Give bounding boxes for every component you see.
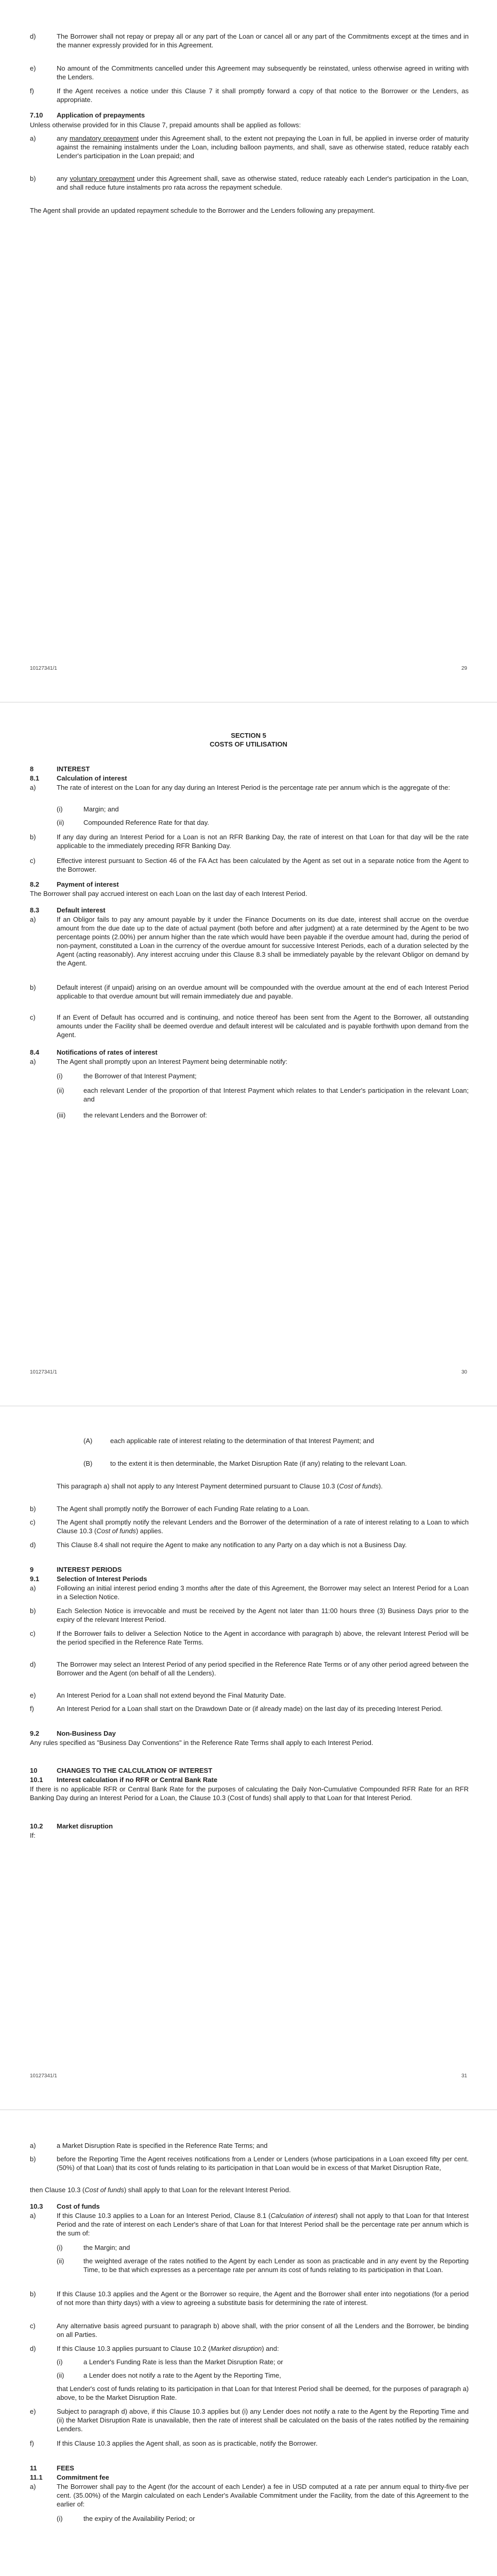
item-label: (A)	[83, 1437, 93, 1445]
clause-text: The rate of interest on the Loan for any day during an Interest Period is the percentage rate per annum which is the aggregate of the:	[57, 784, 450, 791]
clause-text: that Lender's cost of funds relating to its participation in that Loan for that Interest Period shall be deemed, for the purposes of paragraph a) above, to be the Market Disruption Rate.	[57, 2385, 469, 2401]
heading-number: 11	[30, 2464, 37, 2472]
item-label: (i)	[57, 2515, 63, 2522]
clause-text: The Borrower shall pay to the Agent (for the account of each Lender) a fee in USD computed at a rate per annum equal to thirty-five per cent. (35.00%) of the Margin calculated on each Lender's Available Commitment under the Facility, from the date of this Agreement to the earlier of:	[57, 2483, 469, 2508]
clause-text: The Agent shall promptly upon an Interest Payment being determinable notify:	[57, 1058, 288, 1065]
clause-label: b)	[30, 1505, 36, 1513]
clause-label: e)	[30, 64, 36, 72]
clause-label: e)	[30, 2408, 36, 2415]
heading-number: 10.1	[30, 1776, 43, 1784]
clause-label: a)	[30, 2142, 36, 2149]
clause-text: any voluntary prepayment under this Agreement shall, save as otherwise stated, reduce rateably each Lender's participation in the Loan, and shall reduce future instalments pro rata across the repayment schedule.	[57, 175, 469, 191]
clause-label: b)	[30, 833, 36, 841]
page-number: 31	[461, 2073, 467, 2079]
clause-label: b)	[30, 175, 36, 182]
clause-text: Default interest (if unpaid) arising on an overdue amount will be compounded with the overdue amount at the end of each Interest Period applicable to that overdue amount but will remain immediately due and payable.	[57, 984, 469, 1000]
heading-title: Commitment fee	[57, 2473, 109, 2481]
doc-id: 10127341/1	[30, 2073, 57, 2079]
clause-label: b)	[30, 2290, 36, 2298]
item-text: a Lender does not notify a rate to the Agent by the Reporting Time,	[83, 2371, 281, 2379]
doc-id: 10127341/1	[30, 666, 57, 671]
heading-title: Notifications of rates of interest	[57, 1048, 158, 1056]
section-number: SECTION 5	[231, 732, 266, 739]
clause-label: c)	[30, 857, 36, 865]
item-text: the weighted average of the rates notified to the Agent by each Lender as soon as practicable and in any event by the Reporting Time, to be that which expresses as a percentage rate per annum its cost of funds relating to its participation in that Loan.	[83, 2257, 469, 2274]
page-number: 29	[461, 666, 467, 671]
item-label: (ii)	[57, 1087, 64, 1094]
item-text: the Borrower of that Interest Payment;	[83, 1072, 197, 1080]
body-text: If:	[30, 1832, 36, 1839]
heading-title: Default interest	[57, 906, 106, 914]
item-label: (i)	[57, 2244, 63, 2251]
heading-title: Cost of funds	[57, 2202, 100, 2210]
heading-number: 9	[30, 1566, 34, 1573]
heading-number: 7.10	[30, 111, 43, 119]
clause-label: d)	[30, 1541, 36, 1549]
clause-text: Each Selection Notice is irrevocable and must be received by the Agent not later than 11:00 hours three (3) Business Days prior to the expiry of the relevant Interest Period.	[57, 1607, 469, 1623]
clause-label: f)	[30, 2439, 34, 2447]
intro-text: Unless otherwise provided for in this Clause 7, prepaid amounts shall be applied as follows:	[30, 121, 301, 129]
item-text: Margin; and	[83, 805, 119, 813]
page-separator	[0, 702, 497, 703]
clause-text: An Interest Period for a Loan shall not extend beyond the Final Maturity Date.	[57, 1691, 286, 1699]
clause-label: b)	[30, 2155, 36, 2163]
clause-label: b)	[30, 984, 36, 991]
heading-title: Market disruption	[57, 1822, 113, 1830]
heading-number: 9.1	[30, 1575, 40, 1583]
clause-label: f)	[30, 87, 34, 95]
section-title: COSTS OF UTILISATION	[210, 740, 287, 748]
heading-number: 10.3	[30, 2202, 43, 2210]
clause-text: any mandatory prepayment under this Agreement shall, to the extent not prepaying the Loan in full, be applied in inverse order of maturity against the remaining instalments under the Loan, including balloon payments, and shall, save as otherwise stated, reduce ratably each Lender's participation in the Loan prepaid; and	[57, 134, 469, 160]
clause-label: c)	[30, 1013, 36, 1021]
page-separator	[0, 2109, 497, 2110]
heading-title: Selection of Interest Periods	[57, 1575, 147, 1583]
clause-label: c)	[30, 1518, 36, 1526]
heading-title: Application of prepayments	[57, 111, 145, 119]
clause-label: d)	[30, 1660, 36, 1668]
page-separator	[0, 1405, 497, 1406]
clause-text: Any alternative basis agreed pursuant to paragraph b) above shall, with the prior consent of all the Lenders and the Borrower, be binding on all Parties.	[57, 2322, 469, 2338]
heading-number: 8	[30, 765, 34, 773]
clause-text: If any day during an Interest Period for a Loan is not an RFR Banking Day, the rate of interest on that Loan for that day will be the rate applicable to the immediately preceding RFR Banking Day.	[57, 833, 469, 850]
clause-text: a Market Disruption Rate is specified in the Reference Rate Terms; and	[57, 2142, 268, 2149]
clause-label: e)	[30, 1691, 36, 1699]
item-label: (iii)	[57, 1111, 66, 1119]
heading-title: FEES	[57, 2464, 74, 2472]
clause-text: The Borrower shall not repay or prepay all or any part of the Loan or cancel all or any part of the Commitments except at the times and in the manner expressly provided for in this Agreement.	[57, 32, 469, 49]
page-30	[0, 704, 497, 1404]
clause-text: If this Clause 10.3 applies pursuant to Clause 10.2 (Market disruption) and:	[57, 2345, 279, 2352]
clause-text: If the Agent receives a notice under this Clause 7 it shall promptly forward a copy of that notice to the Borrower or the Lenders, as appropriate.	[57, 87, 469, 104]
clause-text: If an Obligor fails to pay any amount payable by it under the Finance Documents on its due date, interest shall accrue on the overdue amount from the due date up to the date of actual payment (both before and after judgment) at a rate determined by the Agent to be two percentage points (2.00%) per annum higher than the rate which would have been payable if the overdue amount had, during the period of non-payment, constituted a Loan in the currency of the overdue amount for successive Interest Periods, each of a duration selected by the Agent (acting reasonably). Any interest accruing under this Clause 8.3 shall be immediately payable by the relevant Obligor on demand by the Agent.	[57, 916, 469, 967]
body-text: The Borrower shall pay accrued interest on each Loan on the last day of each Interest Period.	[30, 890, 307, 897]
clause-label: a)	[30, 1584, 36, 1592]
item-label: (i)	[57, 2358, 63, 2366]
item-text: a Lender's Funding Rate is less than the Market Disruption Rate; or	[83, 2358, 283, 2366]
clause-text: Following an initial interest period ending 3 months after the date of this Agreement, the Borrower may select an Interest Period for a Loan in a Selection Notice.	[57, 1584, 469, 1601]
clause-label: a)	[30, 134, 36, 142]
item-text: Compounded Reference Rate for that day.	[83, 819, 210, 826]
heading-title: INTEREST PERIODS	[57, 1566, 122, 1573]
heading-number: 8.1	[30, 774, 40, 782]
clause-label: c)	[30, 2322, 36, 2330]
item-label: (ii)	[57, 2371, 64, 2379]
heading-title: Non-Business Day	[57, 1730, 116, 1737]
item-text: the relevant Lenders and the Borrower of:	[83, 1111, 207, 1119]
heading-title: CHANGES TO THE CALCULATION OF INTEREST	[57, 1767, 213, 1774]
heading-number: 8.3	[30, 906, 40, 914]
closing-text: The Agent shall provide an updated repayment schedule to the Borrower and the Lenders following any prepayment.	[30, 207, 375, 214]
heading-number: 10	[30, 1767, 38, 1774]
page-31	[0, 1408, 497, 2108]
item-label: (ii)	[57, 2257, 64, 2265]
clause-label: a)	[30, 916, 36, 923]
item-label: (i)	[57, 805, 63, 813]
heading-number: 8.4	[30, 1048, 40, 1056]
clause-text: If this Clause 10.3 applies and the Agent or the Borrower so require, the Agent and the Borrower shall enter into negotiations (for a period of not more than thirty days) with a view to agreeing a substitute basis for determining the rate of interest.	[57, 2290, 469, 2307]
item-text: each relevant Lender of the proportion of that Interest Payment which relates to that Lender's participation in the relevant Loan; and	[83, 1087, 469, 1103]
clause-label: a)	[30, 784, 36, 791]
body-text: If there is no applicable RFR or Central Bank Rate for the purposes of calculating the Daily Non-Cumulative Compounded RFR Rate for an RFR Banking Day during an Interest Period for a Loan, the Clause 10.3 (Cost of funds) shall apply to that Loan for that Interest Period.	[30, 1785, 469, 1802]
heading-number: 10.2	[30, 1822, 43, 1830]
clause-text: An Interest Period for a Loan shall start on the Drawdown Date or (if already made) on the last day of its preceding Interest Period.	[57, 1705, 443, 1713]
clause-label: a)	[30, 1058, 36, 1065]
item-text: each applicable rate of interest relating to the determination of that Interest Payment; and	[110, 1437, 374, 1445]
heading-number: 9.2	[30, 1730, 40, 1737]
heading-title: Calculation of interest	[57, 774, 127, 782]
page-29	[0, 0, 497, 701]
page-32	[0, 2111, 497, 2576]
clause-text: This Clause 8.4 shall not require the Agent to make any notification to any Party on a day which is not a Business Day.	[57, 1541, 407, 1549]
doc-id: 10127341/1	[30, 1369, 57, 1375]
clause-text: Effective interest pursuant to Section 46 of the FA Act has been calculated by the Agent as set out in a separate notice from the Agent to the Borrower.	[57, 857, 469, 873]
clause-label: b)	[30, 1607, 36, 1615]
clause-text: No amount of the Commitments cancelled under this Agreement may subsequently be reinstated, unless otherwise agreed in writing with the Lenders.	[57, 64, 469, 81]
item-text: the Margin; and	[83, 2244, 130, 2251]
heading-title: INTEREST	[57, 765, 90, 773]
clause-label: c)	[30, 1630, 36, 1637]
clause-label: a)	[30, 2212, 36, 2219]
item-label: (B)	[83, 1460, 93, 1467]
body-text: Any rules specified as "Business Day Conventions" in the Reference Rate Terms shall apply to each Interest Period.	[30, 1739, 373, 1747]
clause-text: If this Clause 10.3 applies the Agent shall, as soon as is practicable, notify the Borrower.	[57, 2439, 318, 2447]
clause-text: This paragraph a) shall not apply to any Interest Payment determined pursuant to Clause 10.3 (Cost of funds).	[57, 1482, 383, 1490]
item-text: to the extent it is then determinable, the Market Disruption Rate (if any) relating to the relevant Loan.	[110, 1460, 407, 1467]
item-label: (ii)	[57, 819, 64, 826]
clause-text: If the Borrower fails to deliver a Selection Notice to the Agent in accordance with paragraph b) above, the relevant Interest Period will be the period specified in the Reference Rate Terms.	[57, 1630, 469, 1646]
item-text: the expiry of the Availability Period; or	[83, 2515, 195, 2522]
body-text: then Clause 10.3 (Cost of funds) shall apply to that Loan for the relevant Interest Period.	[30, 2186, 291, 2194]
clause-label: d)	[30, 2345, 36, 2352]
item-label: (i)	[57, 1072, 63, 1080]
heading-title: Interest calculation if no RFR or Central Bank Rate	[57, 1776, 218, 1784]
heading-number: 11.1	[30, 2473, 43, 2481]
clause-text: The Agent shall promptly notify the relevant Lenders and the Borrower of the determination of a rate of interest relating to a Loan to which Clause 10.3 (Cost of funds) applies.	[57, 1518, 469, 1535]
page-number: 30	[461, 1369, 467, 1375]
clause-label: a)	[30, 2483, 36, 2490]
heading-title: Payment of interest	[57, 880, 119, 888]
clause-label: f)	[30, 1705, 34, 1713]
clause-text: before the Reporting Time the Agent receives notifications from a Lender or Lenders (whose participations in a Loan exceed fifty per cent. (50%) of that Loan) that its cost of funds relating to its participation in that Loan would be in excess of that Market Disruption Rate,	[57, 2155, 469, 2172]
clause-text: The Borrower may select an Interest Period of any period specified in the Reference Rate Terms or of any other period agreed between the Borrower and the Agent (on behalf of all the Lenders).	[57, 1660, 469, 1677]
clause-text: If this Clause 10.3 applies to a Loan for an Interest Period, Clause 8.1 (Calculation of interest) shall not apply to that Loan for that Interest Period and the rate of interest on each Lender's share of that Loan for that Interest Period shall be the percentage rate per annum which is the sum of:	[57, 2212, 469, 2237]
clause-text: If an Event of Default has occurred and is continuing, and notice thereof has been sent from the Agent to the Borrower, all outstanding amounts under the Facility shall be deemed overdue and default interest will be calculated and is payable forthwith upon demand from the Agent.	[57, 1013, 469, 1039]
clause-text: The Agent shall promptly notify the Borrower of each Funding Rate relating to a Loan.	[57, 1505, 310, 1513]
heading-number: 8.2	[30, 880, 40, 888]
clause-text: Subject to paragraph d) above, if this Clause 10.3 applies but (i) any Lender does not notify a rate to the Agent by the Reporting Time and (ii) the Market Disruption Rate is unavailable, then the rate of interest shall be calculated on the basis of the rates notified by the remaining Lenders.	[57, 2408, 469, 2433]
clause-label: d)	[30, 32, 36, 40]
